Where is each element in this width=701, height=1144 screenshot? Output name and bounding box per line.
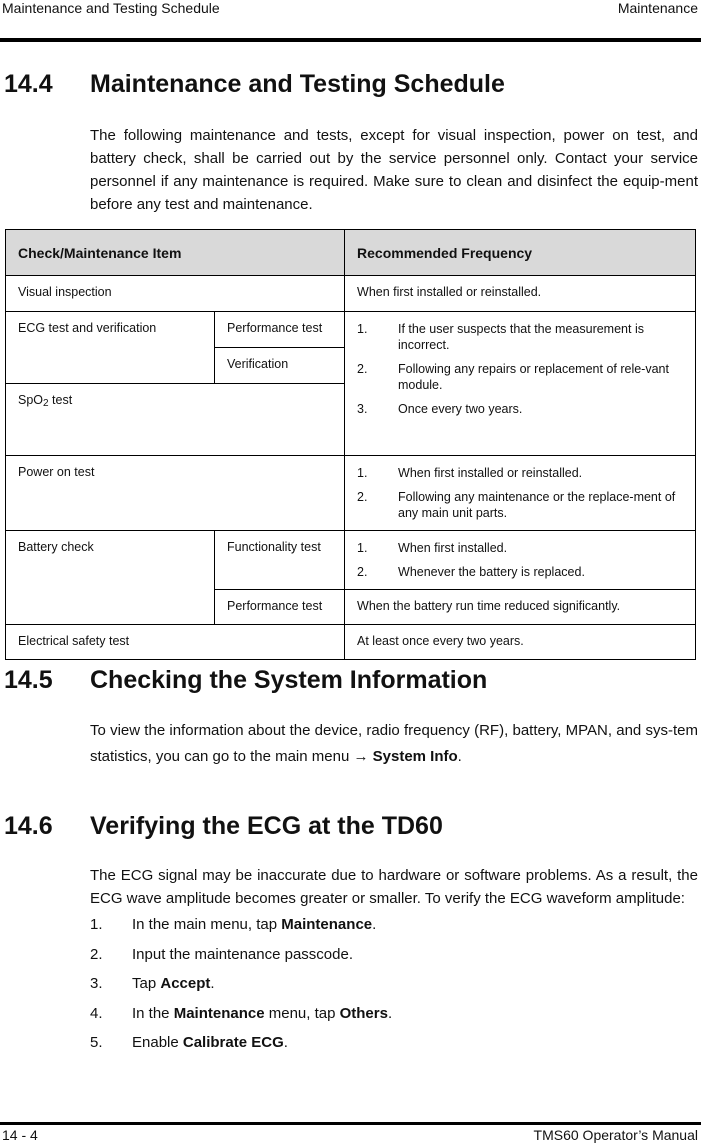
cell-item: Electrical safety test bbox=[6, 625, 345, 660]
cell-frequency: At least once every two years. bbox=[345, 625, 696, 660]
table-row bbox=[6, 276, 696, 312]
cell-frequency: When first installed or reinstalled. bbox=[345, 276, 696, 312]
table-row bbox=[6, 531, 696, 590]
section-title: Maintenance and Testing Schedule bbox=[90, 70, 505, 98]
section-14-6-intro: The ECG signal may be inaccurate due to hardware or software problems. As a result, the ECG wave amplitude becomes greater or smaller. To verify the ECG waveform amplitude: bbox=[90, 867, 698, 907]
list-item: 2. Following any repairs or replacement of rele-vant module. bbox=[357, 362, 669, 392]
list-item: 2. Following any maintenance or the replace-ment of any main unit parts. bbox=[357, 490, 676, 520]
page-number: 14 - 4 bbox=[2, 1127, 38, 1143]
list-item: 2. Input the maintenance passcode. bbox=[90, 945, 353, 963]
section-14-5-heading bbox=[4, 666, 487, 695]
section-number: 14.6 bbox=[4, 812, 53, 840]
header-rule bbox=[0, 38, 701, 42]
table-row bbox=[6, 456, 696, 531]
list-item: 1. When first installed. bbox=[357, 541, 508, 555]
frequency-list bbox=[357, 321, 683, 417]
footer-rule bbox=[0, 1122, 701, 1125]
page-header bbox=[0, 0, 701, 20]
maintenance-schedule-table bbox=[5, 229, 696, 660]
list-item: 2. Whenever the battery is replaced. bbox=[357, 565, 585, 579]
cell-subitem: Performance test bbox=[215, 590, 345, 625]
frequency-list bbox=[357, 540, 683, 580]
table-row bbox=[6, 312, 696, 348]
procedure-steps bbox=[90, 916, 392, 1064]
section-number: 14.5 bbox=[4, 666, 53, 694]
column-header-item: Check/Maintenance Item bbox=[6, 230, 345, 276]
table-header-row bbox=[6, 230, 696, 276]
column-header-frequency: Recommended Frequency bbox=[345, 230, 696, 276]
list-item: 3. Tap Accept. bbox=[90, 975, 215, 992]
header-left: Maintenance and Testing Schedule bbox=[2, 0, 220, 16]
cell-item: Power on test bbox=[6, 456, 345, 531]
cell-item: ECG test and verification bbox=[6, 312, 215, 384]
section-number: 14.4 bbox=[4, 70, 53, 98]
cell-item: Battery check bbox=[6, 531, 215, 625]
menu-path-system-info: System Info bbox=[372, 748, 458, 765]
manual-title: TMS60 Operator’s Manual bbox=[533, 1127, 698, 1143]
cell-subitem: Verification bbox=[215, 348, 345, 384]
section-14-4-heading bbox=[4, 70, 505, 99]
cell-item: SpO$_2$ test bbox=[6, 384, 345, 456]
header-right: Maintenance bbox=[617, 0, 698, 16]
section-14-4-intro: The following maintenance and tests, except for visual inspection, power on test, and battery check, shall be carried out by the service personnel only. Contact your service personnel if any maintenance is required. Make sure to clean and disinfect the equip-ment before any test and maintenance. bbox=[90, 127, 698, 213]
cell-frequency bbox=[345, 312, 696, 456]
cell-subitem: Functionality test bbox=[215, 531, 345, 590]
section-14-6-heading bbox=[4, 812, 443, 841]
frequency-list bbox=[357, 465, 683, 521]
cell-frequency bbox=[345, 531, 696, 590]
list-item: 1. In the main menu, tap Maintenance. bbox=[90, 916, 377, 933]
list-item: 5. Enable Calibrate ECG. bbox=[90, 1034, 288, 1051]
list-item: 1. When first installed or reinstalled. bbox=[357, 466, 583, 480]
cell-frequency: When the battery run time reduced significantly. bbox=[345, 590, 696, 625]
section-title: Verifying the ECG at the TD60 bbox=[90, 812, 443, 840]
list-item: 1. If the user suspects that the measurement is incorrect. bbox=[357, 322, 644, 352]
section-title: Checking the System Information bbox=[90, 666, 488, 694]
cell-subitem: Performance test bbox=[215, 312, 345, 348]
list-item: 3. Once every two years. bbox=[357, 402, 523, 416]
list-item: 4. In the Maintenance menu, tap Others. bbox=[90, 1004, 393, 1022]
cell-frequency bbox=[345, 456, 696, 531]
section-14-5-text: To view the information about the device, radio frequency (RF), battery, MPAN, and sys-tem statistics, you can go to the main menu → System Info. bbox=[90, 722, 698, 765]
cell-item: Visual inspection bbox=[6, 276, 345, 312]
table-row bbox=[6, 625, 696, 660]
